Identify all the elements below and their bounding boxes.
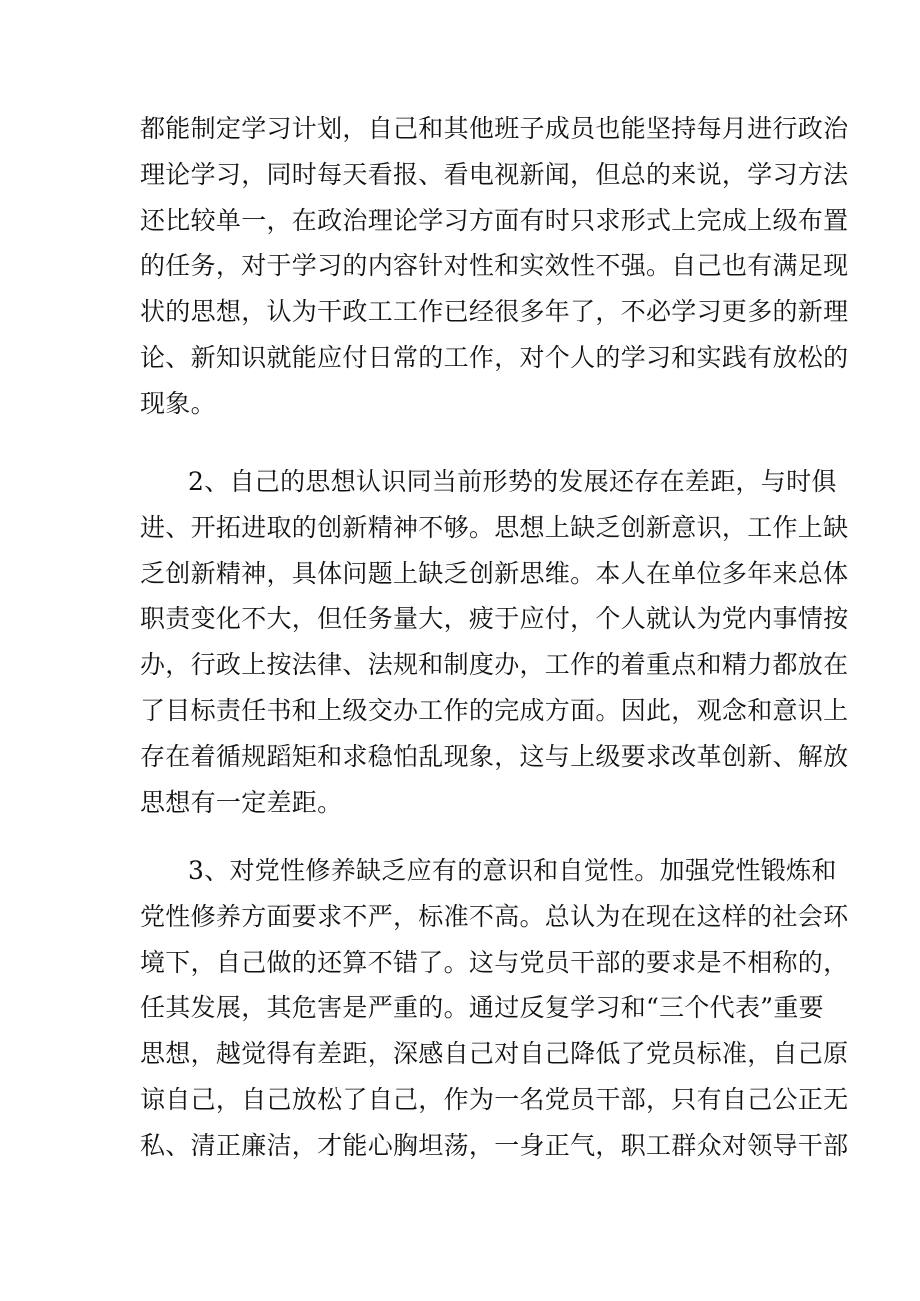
text-line: 现象。 <box>140 388 216 418</box>
text-line: 思想，越觉得有差距，深感自己对自己降低了党员标准，自己原 <box>140 1039 849 1069</box>
text-line: 还比较单一，在政治理论学习方面有时只求形式上完成上级布置 <box>140 205 849 235</box>
text-line: 的任务，对于学习的内容针对性和实效性不强。自己也有满足现 <box>140 251 849 281</box>
text-line: 都能制定学习计划，自己和其他班子成员也能坚持每月进行政治 <box>140 114 849 143</box>
text-line: 党性修养方面要求不严，标准不高。总认为在现在这样的社会环 <box>140 901 849 931</box>
text-line: 进、开拓进取的创新精神不够。思想上缺乏创新意识，工作上缺 <box>140 512 849 542</box>
text-line: 境下，自己做的还算不错了。这与党员干部的要求是不相称的， <box>140 947 849 977</box>
text-line: 思想有一定差距。 <box>140 787 343 817</box>
text-line: 论、新知识就能应付日常的工作，对个人的学习和实践有放松的 <box>140 342 849 372</box>
text-line: 私、清正廉洁，才能心胸坦荡，一身正气，职工群众对领导干部 <box>140 1130 849 1160</box>
paragraph-2 <box>140 459 849 825</box>
text-line: 谅自己，自己放松了自己，作为一名党员干部，只有自己公正无 <box>140 1084 849 1114</box>
text-line: 了目标责任书和上级交办工作的完成方面。因此，观念和意识上 <box>140 695 849 725</box>
paragraph-3 <box>140 848 849 1169</box>
text-line: 理论学习，同时每天看报、看电视新闻，但总的来说，学习方法 <box>140 159 849 189</box>
text-line: 状的思想，认为干政工工作已经很多年了，不必学习更多的新理 <box>140 297 849 327</box>
text-line: 3、对党性修养缺乏应有的意识和自觉性。加强党性锻炼和 <box>188 856 837 885</box>
text-line: 职责变化不大，但任务量大，疲于应付，个人就认为党内事情按 <box>140 604 849 634</box>
text-line: 存在着循规蹈矩和求稳怕乱现象，这与上级要求改革创新、解放 <box>140 741 849 771</box>
text-line: 乏创新精神，具体问题上缺乏创新思维。本人在单位多年来总体 <box>140 558 849 588</box>
text-line: 2、自己的思想认识同当前形势的发展还存在差距，与时俱 <box>188 467 837 496</box>
text-line: 任其发展，其危害是严重的。通过反复学习和“三个代表”重要 <box>140 993 824 1023</box>
text-line: 办，行政上按法律、法规和制度办，工作的着重点和精力都放在 <box>140 650 849 680</box>
paragraph-1 <box>140 106 849 427</box>
